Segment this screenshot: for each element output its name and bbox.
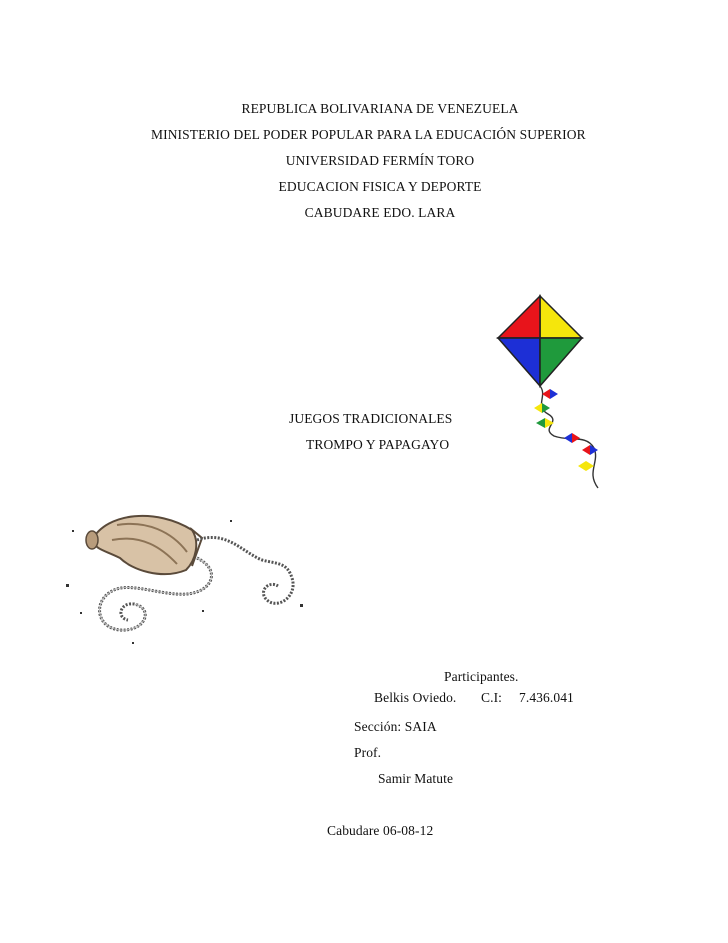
participant-name: Belkis Oviedo. [374,690,457,705]
header-republica: REPUBLICA BOLIVARIANA DE VENEZUELA [241,101,519,116]
place-date: Cabudare 06-08-12 [327,823,434,838]
kite-body [498,296,582,386]
title-trompo: TROMPO Y PAPAGAYO [306,437,450,452]
participant-id-label: C.I: [481,690,503,705]
header-ministerio: MINISTERIO DEL PODER POPULAR PARA LA EDUCACIÓN SUPERIOR [151,127,586,142]
title-juegos: JUEGOS TRADICIONALES [289,411,453,426]
header-carrera: EDUCACION FISICA Y DEPORTE [278,179,482,194]
section: Sección: SAIA [354,719,437,734]
participant-id-value: 7.436.041 [519,690,574,705]
header-universidad: UNIVERSIDAD FERMÍN TORO [285,153,475,168]
kite-icon [490,292,610,492]
prof-name: Samir Matute [378,771,454,786]
spinning-top-icon [62,500,312,650]
participants-heading: Participantes. [444,669,519,684]
kite-tail-bows [534,389,598,471]
prof-label: Prof. [354,745,382,760]
header-ciudad: CABUDARE EDO. LARA [304,205,456,220]
top-body [86,516,202,574]
